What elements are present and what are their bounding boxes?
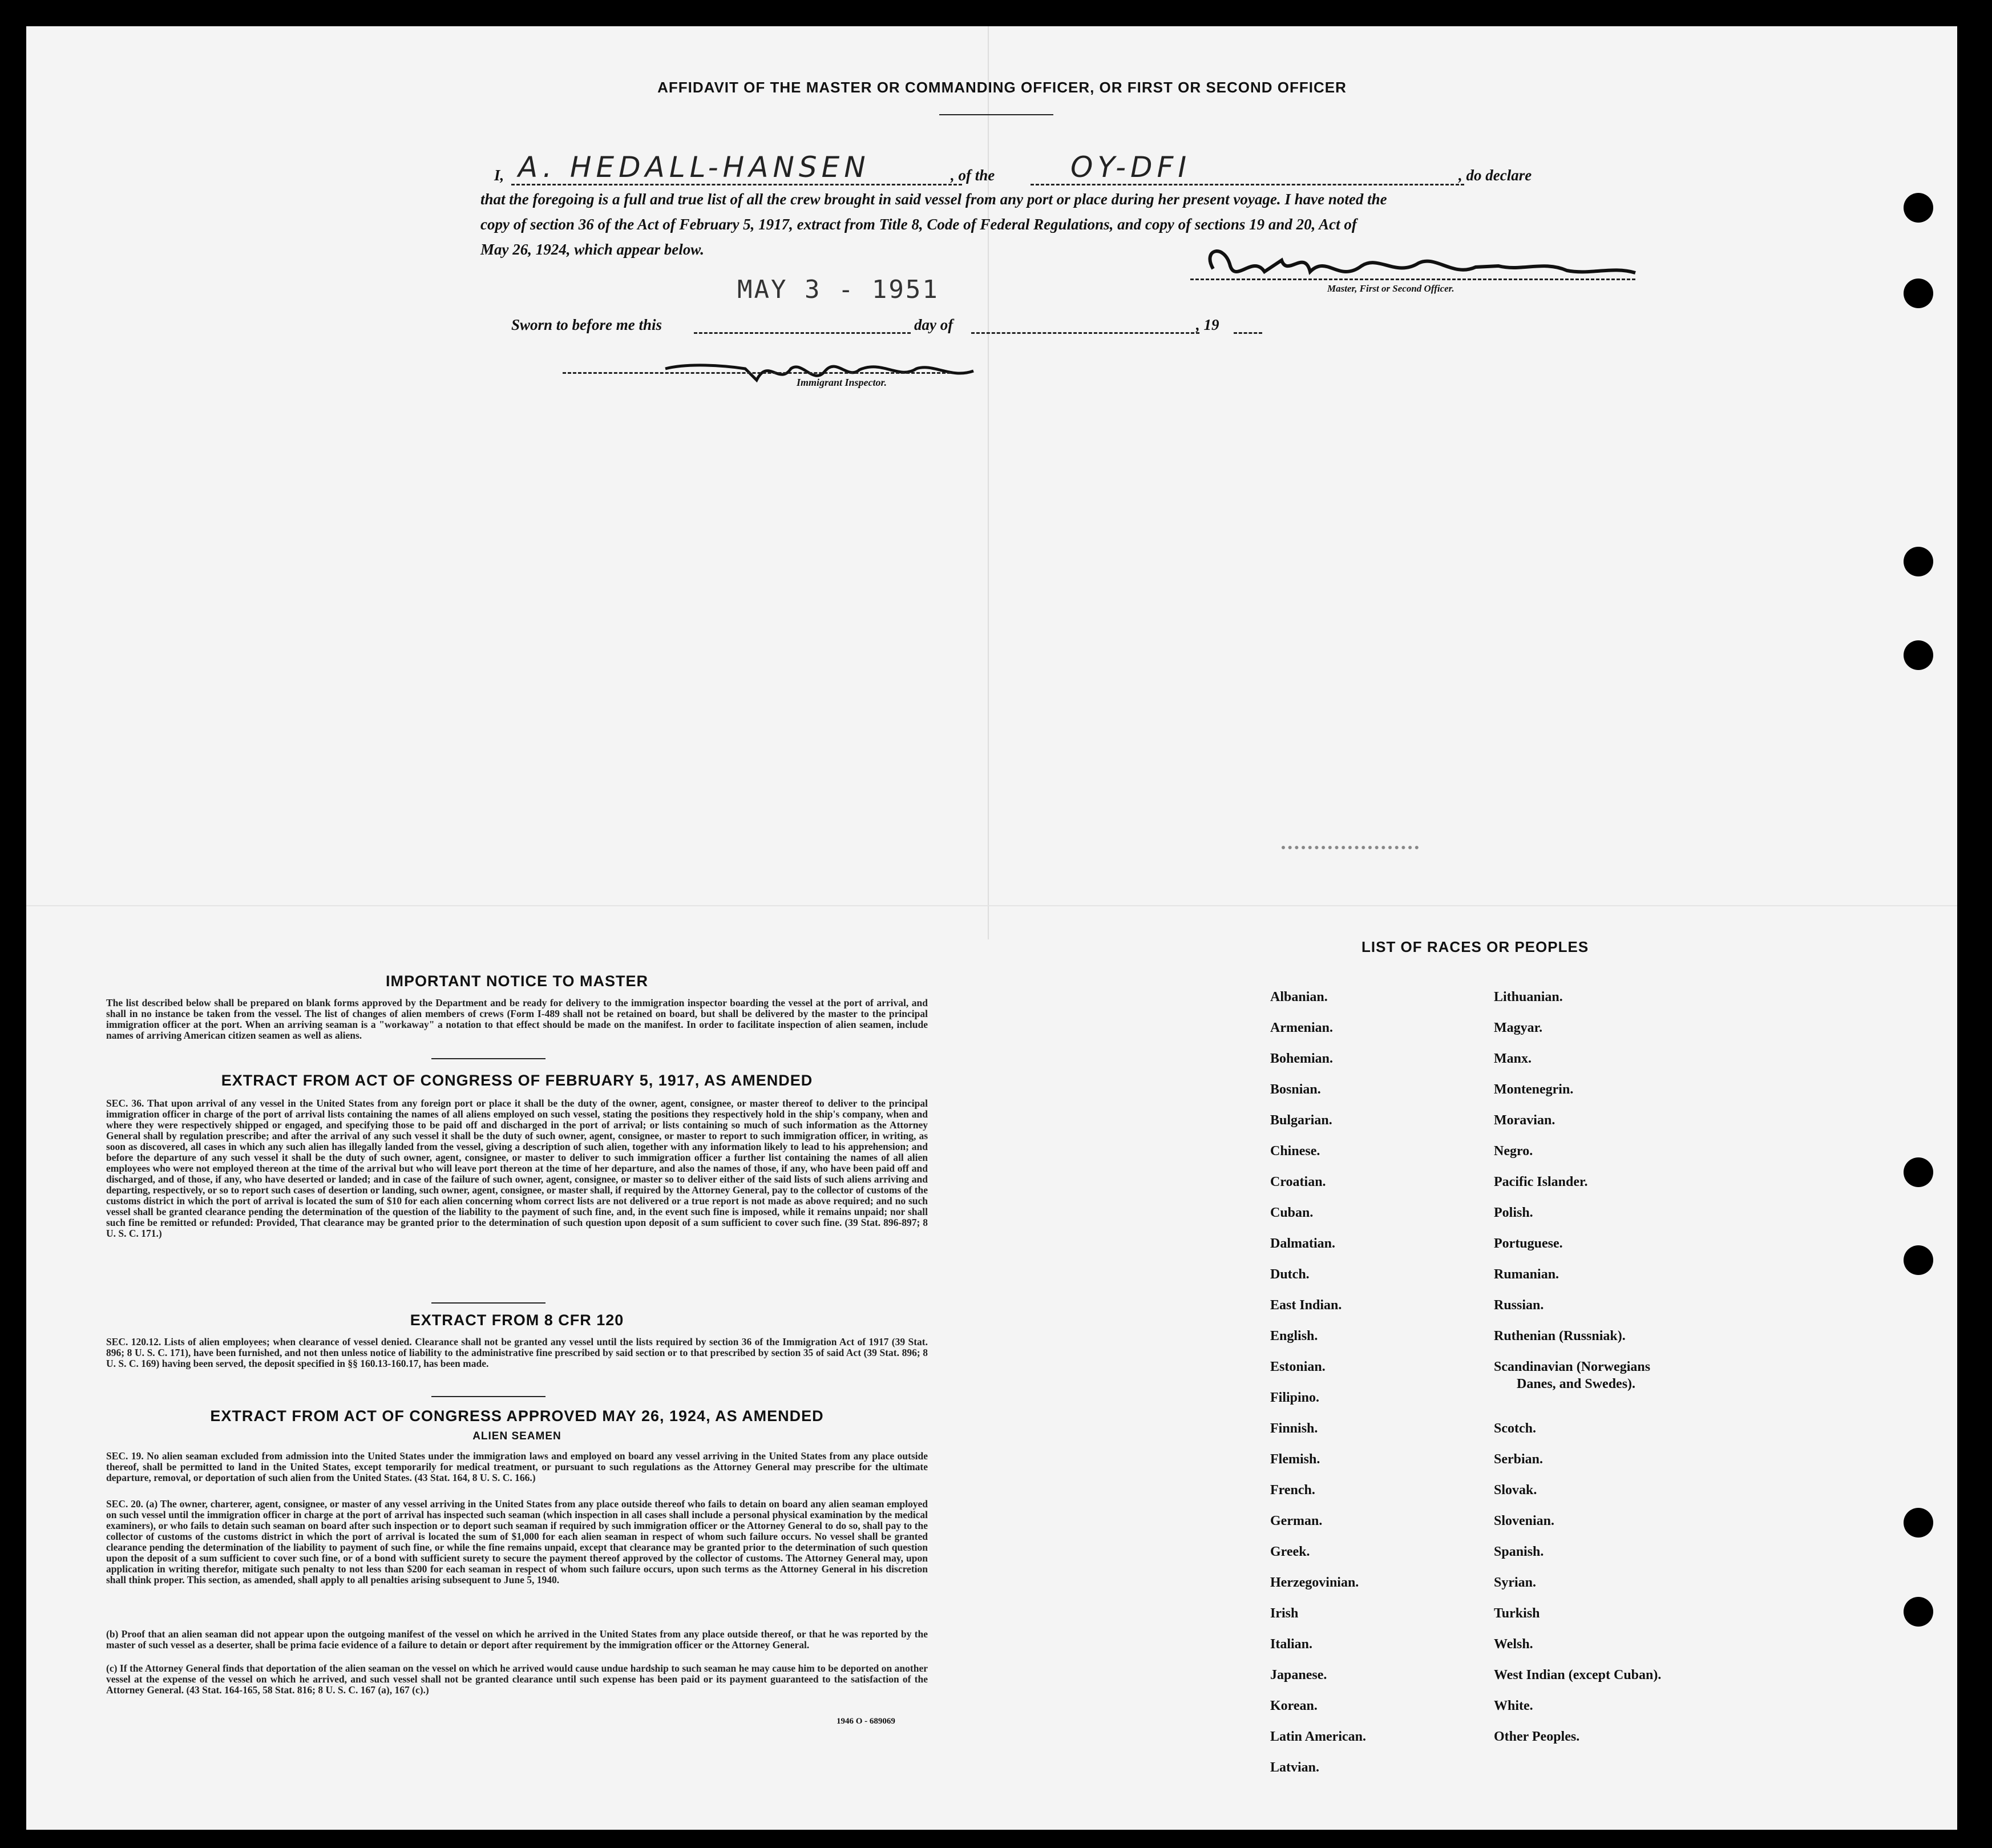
race-item: Pacific Islander.	[1494, 1175, 1588, 1189]
race-item: Magyar.	[1494, 1020, 1543, 1035]
race-item: Bohemian.	[1270, 1051, 1334, 1066]
race-item: Chinese.	[1270, 1144, 1320, 1159]
race-item: Scotch.	[1494, 1421, 1536, 1436]
race-item: Portuguese.	[1494, 1236, 1563, 1251]
punch-hole	[1904, 547, 1933, 576]
punch-hole	[1904, 640, 1933, 670]
punch-hole	[1904, 1597, 1933, 1627]
race-item: Ruthenian (Russniak).	[1494, 1329, 1626, 1343]
race-item: Syrian.	[1494, 1575, 1537, 1590]
race-item: Irish	[1270, 1606, 1299, 1621]
race-item: Japanese.	[1270, 1668, 1327, 1682]
race-item: Latin American.	[1270, 1729, 1366, 1744]
inspector-signature	[631, 346, 985, 397]
vessel-name-handwritten: OY-DFI	[1070, 151, 1191, 184]
race-item: Russian.	[1494, 1298, 1544, 1313]
race-item: Cuban.	[1270, 1205, 1314, 1220]
master-signature-caption: Master, First or Second Officer.	[1327, 283, 1454, 294]
fold-line-horizontal	[26, 905, 1957, 906]
vessel-name-line	[1031, 184, 1464, 185]
sworn-month-line	[971, 332, 1199, 334]
punch-hole	[1904, 193, 1933, 223]
master-name-handwritten: A. HEDALL-HANSEN	[518, 151, 870, 184]
race-item: Rumanian.	[1494, 1267, 1559, 1282]
race-item: Negro.	[1494, 1144, 1533, 1159]
race-item: Manx.	[1494, 1051, 1532, 1066]
sworn-label: Sworn to before me this	[511, 316, 662, 333]
race-item: Latvian.	[1270, 1760, 1320, 1775]
extract-1924-subtitle: ALIEN SEAMEN	[472, 1430, 561, 1442]
race-item: Slovenian.	[1494, 1514, 1555, 1528]
notice-title: IMPORTANT NOTICE TO MASTER	[386, 973, 648, 990]
do-declare-label: , do declare	[1458, 167, 1532, 184]
race-item: White.	[1494, 1698, 1533, 1713]
inspector-caption: Immigrant Inspector.	[797, 377, 887, 388]
notice-body: The list described below shall be prepared on blank forms approved by the Department and be ready for delivery to the immigration inspector boarding the vessel at the port of arrival, and shall in no instance be taken from the vessel. The list of changes of alien members of crews (Form I-489 shall not be retained on board, but shall be delivered by the master to the principal immigration officer at the port. When an arriving seaman is a "workaway" a notation to that effect should be made on the manifest. In order to facilitate inspection of alien seamen, include names of arriving American citizen seamen as well as aliens.	[106, 997, 928, 1041]
sworn-year-line	[1234, 332, 1262, 334]
race-item: Armenian.	[1270, 1020, 1333, 1035]
i-label: I,	[494, 167, 504, 184]
race-item	[1494, 1358, 1756, 1420]
race-item: Albanian.	[1270, 990, 1328, 1004]
race-item: Korean.	[1270, 1698, 1318, 1713]
race-item: Italian.	[1270, 1637, 1313, 1652]
race-item-scandinavian: Scandinavian (Norwegians	[1494, 1359, 1651, 1374]
extract-1924-sec20c: (c) If the Attorney General finds that deportation of the alien seaman on the vessel on which he arrived would cause undue hardship to such seaman he may cause him to be deported on another vessel at the expense of the vessel on which he arrived, and such vessel shall not be granted clearance until such expense has been paid or its payment guaranteed to the satisfaction of the Attorney General. (43 Stat. 164-165, 58 Stat. 816; 8 U. S. C. 167 (a), 167 (c).)	[106, 1663, 928, 1696]
punch-hole	[1904, 1157, 1933, 1187]
race-item: Herzegovinian.	[1270, 1575, 1359, 1590]
print-code: 1946 O - 689069	[837, 1717, 895, 1726]
race-item: Flemish.	[1270, 1452, 1320, 1467]
races-right-column	[1494, 988, 1756, 1759]
extract-1917-body: SEC. 36. That upon arrival of any vessel in the United States from any foreign port or place it shall be the duty of the owner, agent, consignee, or master thereof to deliver to the principal immigration officer in charge of the port of arrival lists containing the names of all aliens employed on such vessel, stating the positions they respectively hold in the ship's company, when and where they were respectively shipped or engaged, and specifying those to be paid off and discharged in the port of arrival; or lists containing so much of such information as the Attorney General shall by regulation prescribe; and after the arrival of any such vessel it shall be the duty of such owner, agent, consignee, or master to report to such immigration officer, in writing, as soon as discovered, all cases in which any such alien has illegally landed from the vessel, giving a description of such alien, together with any information likely to lead to his apprehension; and before the departure of any such vessel it shall be the duty of such owner, agent, consignee, or master to deliver to such immigration officer a further list containing the names of all alien employees who were not employed thereon at the time of the arrival but who will leave port thereon at the time of her departure, and also the names of those, if any, who have been paid off and discharged, and of those, if any, who have deserted or landed; and in case of the failure of such owner, agent, consignee, or master so to deliver either of the said lists of such aliens arriving and departing, respectively, or so to report such cases of desertion or landing, such owner, agent, consignee, or master shall, if required by the Attorney General, pay to the collector of customs of the customs district in which the port of arrival is located the sum of $10 for each alien concerning whom correct lists are not delivered or a true report is not made as above required; and no such vessel shall be granted clearance pending the determination of the question of the liability to the payment of such fine, and, in the event such fine is imposed, while it remains unpaid; nor shall such fine be remitted or refunded: Provided, That clearance may be granted prior to the determination of such question upon deposit of a sum sufficient to cover such fine. (39 Stat. 896-897; 8 U. S. C. 171.)	[106, 1097, 928, 1239]
affidavit-body-line1: that the foregoing is a full and true list of all the crew brought in said vessel from any port or place during her present voyage. I have noted the	[480, 191, 1387, 208]
punch-hole	[1904, 1508, 1933, 1538]
race-item: German.	[1270, 1514, 1323, 1528]
race-item: Lithuanian.	[1494, 990, 1563, 1004]
race-item: Turkish	[1494, 1606, 1540, 1621]
master-signature-line	[1190, 279, 1635, 280]
race-item: Serbian.	[1494, 1452, 1544, 1467]
extract-cfr-rule	[431, 1396, 546, 1397]
race-item: Slovak.	[1494, 1483, 1537, 1498]
race-item: Moravian.	[1494, 1113, 1555, 1128]
extract-1924-sec19: SEC. 19. No alien seaman excluded from admission into the United States under the immigration laws and employed on board any vessel arriving in the United States from any place outside thereof, shall be permitted to land in the United States, except temporarily for medical treatment, or pursuant to such regulations as the Attorney General may prescribe for the ultimate departure, removal, or deportation of such alien from the United States. (43 Stat. 164, 8 U. S. C. 166.)	[106, 1450, 928, 1483]
sworn-day-line	[694, 332, 911, 334]
race-item: Polish.	[1494, 1205, 1533, 1220]
extract-1924-title: EXTRACT FROM ACT OF CONGRESS APPROVED MAY 26, 1924, AS AMENDED	[210, 1407, 824, 1425]
inspector-signature-line	[563, 372, 951, 374]
race-item: French.	[1270, 1483, 1315, 1498]
faint-stamp-mark	[1282, 823, 1419, 849]
extract-cfr-body: SEC. 120.12. Lists of alien employees; when clearance of vessel denied. Clearance shall not be granted any vessel until the lists required by section 36 of the Immigration Act of 1917 (39 Stat. 896; 8 U. S. C. 171), have been furnished, and not then unless notice of liability to the administrative fine prescribed by said section or to that prescribed by section 35 of said Act (39 Stat. 896; 8 U. S. C. 169) having been served, the deposit specified in §§ 160.13-160.17, has been made.	[106, 1336, 928, 1369]
master-name-line	[511, 184, 962, 185]
race-item: Greek.	[1270, 1544, 1310, 1559]
document-page	[26, 26, 1957, 1830]
race-item: Filipino.	[1270, 1390, 1320, 1405]
affidavit-body-line3: May 26, 1924, which appear below.	[480, 241, 705, 258]
race-item: Welsh.	[1494, 1637, 1533, 1652]
top-rule	[939, 114, 1053, 115]
race-item: East Indian.	[1270, 1298, 1342, 1313]
punch-hole	[1904, 279, 1933, 308]
race-item: West Indian (except Cuban).	[1494, 1668, 1662, 1682]
race-item: Dalmatian.	[1270, 1236, 1335, 1251]
year-label: , 19	[1196, 316, 1219, 333]
affidavit-title: AFFIDAVIT OF THE MASTER OR COMMANDING OFFICER, OR FIRST OR SECOND OFFICER	[657, 79, 1347, 96]
race-item-scandinavian-cont: Danes, and Swedes).	[1517, 1377, 1636, 1391]
date-stamp: MAY 3 - 1951	[737, 275, 939, 304]
extract-cfr-title: EXTRACT FROM 8 CFR 120	[410, 1312, 624, 1329]
race-item: Dutch.	[1270, 1267, 1310, 1282]
of-the-label: , of the	[951, 167, 995, 184]
extract-1917-title: EXTRACT FROM ACT OF CONGRESS OF FEBRUARY 5, 1917, AS AMENDED	[221, 1072, 813, 1089]
race-item: Estonian.	[1270, 1359, 1326, 1374]
day-of-label: day of	[914, 316, 953, 333]
race-item: Other Peoples.	[1494, 1729, 1580, 1744]
race-item: Spanish.	[1494, 1544, 1544, 1559]
extract-1924-sec20a: SEC. 20. (a) The owner, charterer, agent, consignee, or master of any vessel arriving in the United States from any place outside thereof who fails to detain on board any alien seaman employed on such vessel until the immigration officer in charge at the port of arrival has inspected such seaman (which inspection in all cases shall include a personal physical examination by the medical examiners), or who fails to detain such seaman on board after such inspection or to deport such seaman if required by such immigration officer or the Attorney General to do so, shall pay to the collector of customs of the customs district in which the port of arrival is located the sum of $1,000 for each alien seaman in respect of whom such failure occurs. No vessel shall be granted clearance pending the determination of the liability to payment of such fine, or while the fine remains unpaid, except that clearance may be granted prior to the determination of such question upon the deposit of a sum sufficient to cover such fine, or of a bond with sufficient surety to secure the payment thereof approved by the collector of customs. The Attorney General may, upon application in writing therefor, mitigate such penalty to not less than $200 for each seaman in respect of whom such failure occurs, upon such terms as the Attorney General in his discretion shall think proper. This section, as amended, shall apply to all penalties arising subsequent to June 5, 1940.	[106, 1498, 928, 1585]
race-item: English.	[1270, 1329, 1318, 1343]
race-item: Croatian.	[1270, 1175, 1326, 1189]
race-item: Finnish.	[1270, 1421, 1318, 1436]
extract-1917-rule	[431, 1302, 546, 1304]
notice-rule	[431, 1058, 546, 1059]
races-title: LIST OF RACES OR PEOPLES	[1361, 938, 1589, 955]
races-left-column	[1270, 988, 1458, 1790]
punch-hole	[1904, 1245, 1933, 1275]
extract-1924-sec20b: (b) Proof that an alien seaman did not appear upon the outgoing manifest of the vessel on which he arrived in the United States from any place outside thereof, or that he was reported by the master of such vessel as a deserter, shall be prima facie evidence of a failure to detain or deport after requirement by the immigration officer or the Attorney General.	[106, 1628, 928, 1651]
race-item: Bosnian.	[1270, 1082, 1321, 1097]
race-item: Montenegrin.	[1494, 1082, 1574, 1097]
race-item: Bulgarian.	[1270, 1113, 1332, 1128]
affidavit-body-line2: copy of section 36 of the Act of February 5, 1917, extract from Title 8, Code of Federal Regulations, and copy of sections 19 and 20, Act of	[480, 216, 1357, 233]
